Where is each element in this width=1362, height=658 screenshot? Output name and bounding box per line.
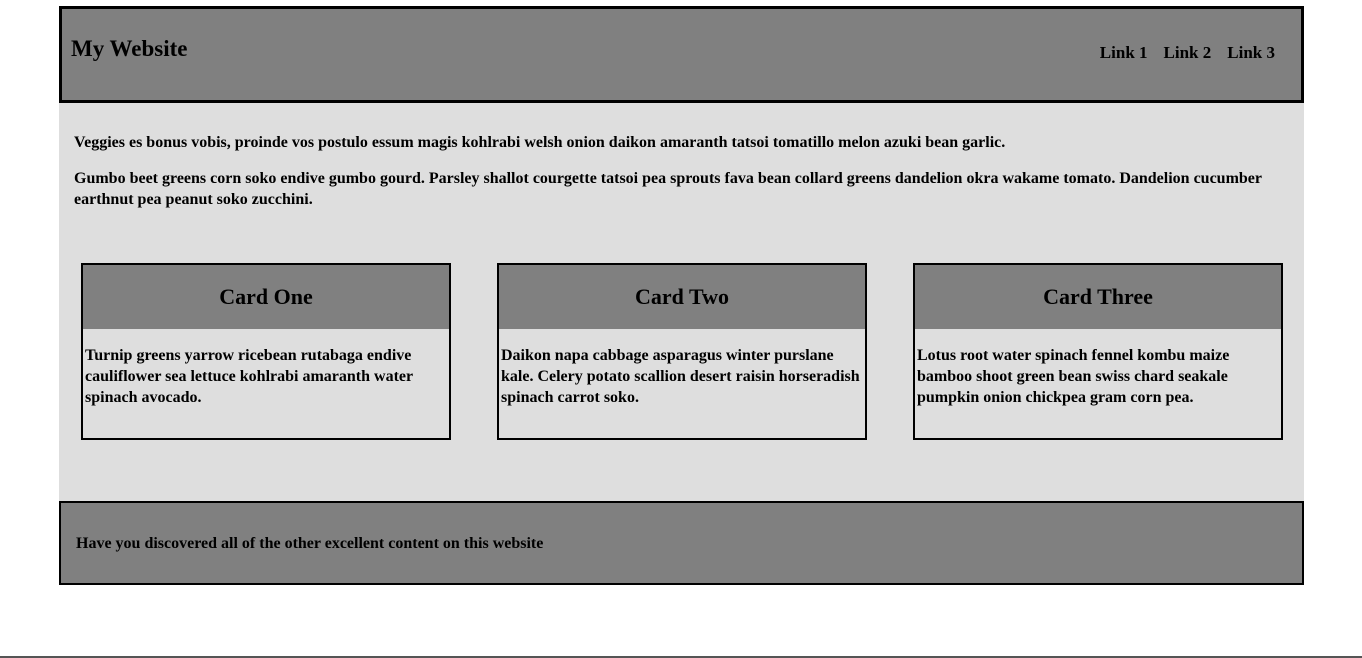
card-three: [913, 263, 1283, 440]
nav-link-3[interactable]: Link 3: [1227, 43, 1275, 62]
site-footer: [59, 501, 1304, 585]
card-title: Card Three: [915, 265, 1281, 329]
nav-link-1[interactable]: Link 1: [1099, 43, 1148, 62]
card-title: Card Two: [499, 265, 865, 329]
site-header: [59, 6, 1304, 103]
site-title: My Website: [71, 36, 188, 61]
intro-paragraph-1: Veggies es bonus vobis, proinde vos postulo essum magis kohlrabi welsh onion daikon amaranth tatsoi tomatillo melon azuki bean garlic.: [74, 134, 1006, 151]
card-one: [81, 263, 451, 440]
card-two: [497, 263, 867, 440]
main-nav: [1100, 43, 1275, 63]
card-body: Daikon napa cabbage asparagus winter purslane kale. Celery potato scallion desert raisin horseradish spinach carrot soko.: [501, 347, 860, 406]
card-body: Lotus root water spinach fennel kombu maize bamboo shoot green bean swiss chard seakale pumpkin onion chickpea gram corn pea.: [917, 347, 1230, 406]
nav-link-2[interactable]: Link 2: [1163, 43, 1212, 62]
card-row: [81, 263, 1283, 440]
footer-text: Have you discovered all of the other excellent content on this website: [76, 535, 544, 552]
card-body: Turnip greens yarrow ricebean rutabaga endive cauliflower sea lettuce kohlrabi amaranth water spinach avocado.: [85, 347, 413, 406]
card-title: Card One: [83, 265, 449, 329]
main-content: [59, 103, 1304, 501]
intro-paragraph-2: Gumbo beet greens corn soko endive gumbo gourd. Parsley shallot courgette tatsoi pea sprouts fava bean collard greens dandelion okra wakame tomato. Dandelion cucumber earthnut pea peanut soko zucchini.: [74, 170, 1262, 208]
page-container: [59, 6, 1304, 585]
intro-text: [74, 132, 1274, 225]
